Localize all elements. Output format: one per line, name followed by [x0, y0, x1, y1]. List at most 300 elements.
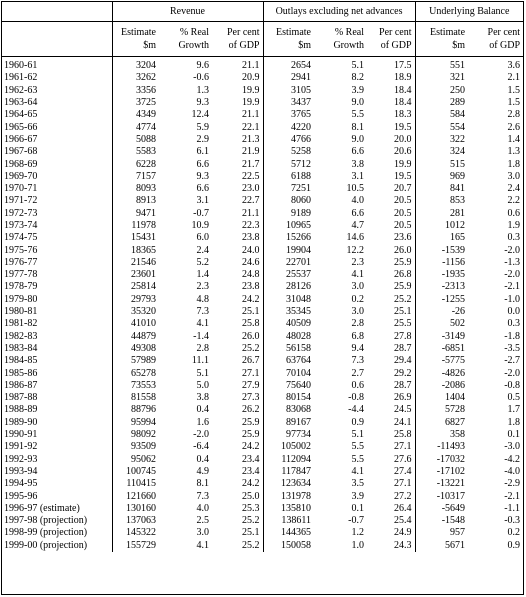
outlays-gdp-cell: 27.1 [394, 478, 412, 490]
outlays-growth-cell: 3.1 [351, 170, 364, 182]
outlays-gdp-cell: 17.5 [394, 60, 412, 72]
balance-estimate-cell: -1156 [415, 257, 468, 269]
table-row [2, 429, 523, 441]
outlays-gdp-cell: 27.4 [394, 465, 412, 477]
outlays-estimate-cell: 144365 [263, 527, 314, 539]
revenue-estimate-cell: 130160 [112, 503, 159, 515]
revenue-gdp-header-line: Per cent [227, 27, 260, 38]
outlays-estimate-cell: 63764 [263, 355, 314, 367]
revenue-gdp-cell: 25.3 [242, 502, 260, 514]
outlays-growth-cell: 7.3 [351, 355, 364, 367]
revenue-growth-cell: 3.0 [196, 527, 209, 539]
year-cell: 1970-71 [4, 183, 38, 195]
year-cell: 1994-95 [4, 478, 38, 490]
table-row [2, 232, 523, 244]
revenue-growth-cell: -1.4 [193, 330, 209, 342]
year-cell: 1980-81 [4, 306, 38, 318]
outlays-gdp-cell: 19.5 [394, 170, 412, 182]
revenue-gdp-cell: 22.7 [242, 195, 260, 207]
balance-gdp-cell: 1.8 [507, 158, 521, 170]
balance-gdp-cell: 2.2 [507, 195, 521, 207]
table-row [2, 220, 523, 232]
revenue-growth-cell: 6.0 [196, 232, 209, 244]
outlays-gdp-cell: 28.7 [394, 379, 412, 391]
table-row [2, 183, 523, 195]
revenue-estimate-cell: 3204 [112, 57, 159, 73]
revenue-estimate-cell: 15431 [112, 232, 159, 244]
year-cell: 1964-65 [4, 109, 38, 121]
balance-estimate-cell: 584 [415, 109, 468, 121]
revenue-growth-cell: 0.4 [196, 453, 209, 465]
outlays-growth-cell: 8.1 [351, 121, 364, 133]
revenue-gdp-cell: 24.2 [242, 293, 260, 305]
outlays-estimate-cell: 117847 [263, 466, 314, 478]
budget-aggregates-table [2, 2, 523, 552]
balance-estimate-cell: 515 [415, 158, 468, 170]
outlays-estimate-cell: 89167 [263, 417, 314, 429]
table-row [2, 294, 523, 306]
outlays-estimate-cell: 131978 [263, 490, 314, 502]
outlays-gdp-cell: 27.2 [394, 490, 412, 502]
balance-gdp-cell: -2.9 [504, 478, 521, 490]
outlays-estimate-cell: 75640 [263, 380, 314, 392]
revenue-gdp-cell: 25.2 [242, 539, 260, 551]
balance-gdp-cell: 3.6 [507, 60, 521, 72]
balance-gdp-cell: -3.5 [504, 342, 521, 354]
year-cell: 1965-66 [4, 121, 38, 133]
outlays-growth-cell: 4.7 [351, 220, 364, 231]
outlays-estimate-cell: 2654 [263, 57, 314, 73]
revenue-estimate-cell: 5583 [112, 146, 159, 158]
revenue-gdp-cell: 24.2 [242, 441, 260, 453]
balance-gdp-cell: 1.8 [507, 416, 521, 428]
revenue-estimate-cell: 5088 [112, 134, 159, 146]
revenue-estimate-cell: 3356 [112, 85, 159, 97]
table-row [2, 380, 523, 392]
revenue-gdp-cell: 25.9 [242, 429, 260, 441]
revenue-gdp-cell: 26.0 [242, 330, 260, 342]
balance-gdp-cell: 1.7 [507, 404, 521, 416]
revenue-estimate-cell: 145322 [112, 527, 159, 539]
revenue-gdp-cell: 22.1 [242, 121, 260, 133]
outlays-group-header: Outlays excluding net advances [263, 2, 415, 22]
outlays-gdp-cell: 25.9 [394, 281, 412, 293]
balance-estimate-cell: -4826 [415, 367, 468, 379]
table-row [2, 269, 523, 281]
table-row [2, 109, 523, 121]
outlays-gdp-cell: 29.2 [394, 367, 412, 379]
outlays-growth-cell: 9.4 [351, 342, 364, 354]
outlays-estimate-cell: 35345 [263, 306, 314, 318]
revenue-estimate-cell: 57989 [112, 355, 159, 367]
outlays-gdp-cell: 24.9 [394, 527, 412, 539]
balance-gdp-cell: -1.8 [504, 330, 521, 342]
balance-estimate-cell: -3149 [415, 331, 468, 343]
revenue-gdp-cell: 27.1 [242, 367, 260, 379]
outlays-gdp-cell: 27.1 [394, 441, 412, 453]
outlays-growth-header-line: % Real [334, 27, 364, 38]
revenue-estimate-cell: 6228 [112, 158, 159, 170]
year-cell: 1972-73 [4, 207, 38, 219]
outlays-gdp-cell: 29.4 [394, 355, 412, 367]
revenue-growth-cell: 5.1 [196, 367, 209, 379]
outlays-growth-header-line: Growth [333, 40, 364, 51]
outlays-estimate-cell: 138611 [263, 515, 314, 527]
year-cell: 1997-98 (projection) [4, 515, 88, 527]
balance-gdp-cell: 2.8 [507, 109, 521, 121]
balance-estimate-cell: 289 [415, 97, 468, 109]
balance-estimate-cell: 969 [415, 171, 468, 183]
revenue-growth-cell: 2.4 [196, 244, 209, 256]
revenue-gdp-cell: 20.9 [242, 72, 260, 84]
revenue-gdp-cell: 19.9 [242, 97, 260, 109]
outlays-estimate-cell: 31048 [263, 294, 314, 306]
outlays-growth-cell: 6.6 [351, 146, 364, 158]
table-row [2, 244, 523, 256]
outlays-growth-cell: 10.5 [346, 183, 364, 195]
outlays-estimate-header-line: $m [298, 40, 311, 51]
revenue-growth-cell: 4.8 [196, 293, 209, 305]
revenue-gdp-cell: 22.5 [242, 170, 260, 182]
revenue-estimate-cell: 18365 [112, 244, 159, 256]
sub-header-row [2, 22, 523, 57]
revenue-gdp-cell: 25.1 [242, 306, 260, 318]
balance-gdp-cell: 2.4 [507, 183, 521, 195]
outlays-gdp-cell: 19.9 [394, 158, 412, 170]
outlays-growth-cell: 3.9 [351, 490, 364, 502]
balance-gdp-cell: -0.3 [504, 515, 521, 527]
balance-estimate-cell: 554 [415, 121, 468, 133]
balance-estimate-cell: 5671 [415, 540, 468, 552]
revenue-growth-cell: -0.6 [193, 72, 209, 84]
year-cell: 1962-63 [4, 84, 38, 96]
outlays-growth-cell: 0.1 [351, 502, 364, 514]
year-cell: 1986-87 [4, 379, 38, 391]
outlays-estimate-cell: 3437 [263, 97, 314, 109]
revenue-gdp-cell: 21.9 [242, 146, 260, 158]
balance-gdp-cell: -1.3 [504, 256, 521, 268]
outlays-estimate-cell: 3765 [263, 109, 314, 121]
outlays-gdp-cell: 20.6 [394, 146, 412, 158]
outlays-estimate-cell: 15266 [263, 232, 314, 244]
table-row [2, 281, 523, 293]
outlays-growth-cell: 5.5 [351, 109, 364, 121]
outlays-gdp-cell: 26.8 [394, 269, 412, 281]
balance-gdp-cell: -4.2 [504, 453, 521, 465]
revenue-gdp-cell: 19.9 [242, 84, 260, 96]
outlays-estimate-cell: 135810 [263, 503, 314, 515]
outlays-gdp-cell: 23.6 [394, 232, 412, 244]
balance-gdp-cell: -1.0 [504, 293, 521, 305]
outlays-growth-cell: 5.1 [351, 429, 364, 441]
outlays-growth-cell: 1.0 [351, 539, 364, 551]
table-row [2, 355, 523, 367]
outlays-growth-cell: 14.6 [346, 232, 364, 244]
table-row [2, 146, 523, 158]
revenue-gdp-cell: 23.4 [242, 465, 260, 477]
outlays-estimate-cell: 5712 [263, 158, 314, 170]
revenue-gdp-cell: 25.8 [242, 318, 260, 330]
outlays-estimate-cell: 40509 [263, 318, 314, 330]
outlays-estimate-cell: 4220 [263, 121, 314, 133]
revenue-growth-cell: 5.2 [196, 256, 209, 268]
revenue-estimate-cell: 110415 [112, 478, 159, 490]
balance-gdp-cell: -2.7 [504, 355, 521, 367]
outlays-gdp-cell: 20.5 [394, 207, 412, 219]
outlays-gdp-header-line: of GDP [380, 40, 412, 51]
balance-gdp-cell: -4.0 [504, 465, 521, 477]
revenue-growth-cell: 12.4 [191, 109, 209, 121]
revenue-gdp-cell: 27.3 [242, 392, 260, 404]
revenue-estimate-cell: 7157 [112, 171, 159, 183]
outlays-growth-cell: -0.8 [348, 392, 364, 404]
revenue-gdp-cell: 23.4 [242, 453, 260, 465]
outlays-gdp-cell: 26.4 [394, 502, 412, 514]
outlays-growth-cell: -0.7 [348, 515, 364, 527]
revenue-growth-cell: 9.6 [196, 60, 209, 72]
outlays-growth-cell: 0.6 [351, 379, 364, 391]
revenue-gdp-cell: 21.1 [242, 60, 260, 72]
year-cell: 1995-96 [4, 490, 38, 502]
revenue-estimate-header-line: Estimate [121, 27, 156, 38]
outlays-gdp-cell: 18.3 [394, 109, 412, 121]
outlays-estimate-cell: 19904 [263, 244, 314, 256]
outlays-gdp-cell: 19.5 [394, 121, 412, 133]
table-row [2, 404, 523, 416]
year-cell: 1966-67 [4, 133, 38, 145]
revenue-growth-header-line: Growth [178, 40, 209, 51]
balance-estimate-cell: 841 [415, 183, 468, 195]
revenue-estimate-cell: 23601 [112, 269, 159, 281]
table-row [2, 466, 523, 478]
outlays-estimate-cell: 3105 [263, 85, 314, 97]
outlays-gdp-cell: 18.4 [394, 97, 412, 109]
balance-estimate-cell: -13221 [415, 478, 468, 490]
revenue-growth-cell: 5.9 [196, 121, 209, 133]
outlays-growth-cell: 2.8 [351, 318, 364, 330]
outlays-gdp-cell: 24.3 [394, 539, 412, 551]
balance-gdp-cell: -0.8 [504, 379, 521, 391]
outlays-estimate-cell: 2941 [263, 72, 314, 84]
year-cell: 1975-76 [4, 244, 38, 256]
balance-estimate-header-line: $m [452, 40, 466, 51]
revenue-estimate-cell: 100745 [112, 466, 159, 478]
outlays-estimate-cell: 10965 [263, 220, 314, 232]
balance-estimate-cell: 250 [415, 85, 468, 97]
balance-estimate-cell: 324 [415, 146, 468, 158]
outlays-estimate-header-line: Estimate [276, 27, 311, 38]
revenue-growth-cell: 2.5 [196, 515, 209, 527]
balance-estimate-cell: -11493 [415, 441, 468, 453]
revenue-growth-cell: 8.1 [196, 478, 209, 490]
balance-estimate-cell: -26 [415, 306, 468, 318]
outlays-estimate-cell: 123634 [263, 478, 314, 490]
outlays-growth-cell: 0.9 [351, 416, 364, 428]
revenue-gdp-cell: 21.1 [242, 109, 260, 121]
year-cell: 1978-79 [4, 281, 38, 293]
revenue-growth-cell: 0.4 [196, 404, 209, 416]
revenue-growth-cell: -0.7 [193, 207, 209, 219]
outlays-growth-cell: 3.0 [351, 281, 364, 293]
balance-gdp-cell: -2.0 [504, 244, 521, 256]
revenue-estimate-cell: 65278 [112, 367, 159, 379]
balance-estimate-cell: -1935 [415, 269, 468, 281]
revenue-estimate-header [112, 22, 159, 57]
outlays-estimate-cell: 48028 [263, 331, 314, 343]
revenue-gdp-cell: 23.8 [242, 281, 260, 293]
balance-estimate-cell: -17032 [415, 454, 468, 466]
revenue-growth-cell: 6.6 [196, 183, 209, 195]
year-cell: 1971-72 [4, 195, 38, 207]
balance-estimate-cell: 165 [415, 232, 468, 244]
table-row [2, 121, 523, 133]
revenue-growth-cell: 11.1 [191, 355, 209, 367]
revenue-growth-cell: 4.1 [196, 539, 209, 551]
revenue-gdp-cell: 25.2 [242, 515, 260, 527]
year-cell: 1963-64 [4, 97, 38, 109]
balance-estimate-cell: 358 [415, 429, 468, 441]
revenue-growth-header-line: % Real [179, 27, 209, 38]
revenue-gdp-cell: 24.6 [242, 256, 260, 268]
year-cell: 1968-69 [4, 158, 38, 170]
revenue-growth-cell: 7.3 [196, 490, 209, 502]
revenue-gdp-cell: 22.3 [242, 220, 260, 231]
revenue-estimate-header-line: $m [143, 40, 156, 51]
balance-estimate-cell: 322 [415, 134, 468, 146]
revenue-estimate-cell: 49308 [112, 343, 159, 355]
outlays-estimate-cell: 28126 [263, 281, 314, 293]
outlays-gdp-cell: 18.4 [394, 84, 412, 96]
balance-estimate-cell: 5728 [415, 404, 468, 416]
revenue-estimate-cell: 3262 [112, 72, 159, 84]
balance-gdp-cell: 0.5 [507, 392, 521, 404]
table-row [2, 171, 523, 183]
outlays-estimate-header [263, 22, 314, 57]
balance-gdp-header-line: Per cent [487, 27, 521, 38]
revenue-gdp-cell: 23.8 [242, 232, 260, 244]
revenue-growth-cell: 3.1 [196, 195, 209, 207]
revenue-estimate-cell: 4774 [112, 121, 159, 133]
revenue-gdp-cell: 26.7 [242, 355, 260, 367]
balance-estimate-header-line: Estimate [430, 27, 466, 38]
outlays-estimate-cell: 97734 [263, 429, 314, 441]
outlays-gdp-cell: 20.0 [394, 133, 412, 145]
balance-estimate-cell: -2086 [415, 380, 468, 392]
balance-estimate-cell: -6851 [415, 343, 468, 355]
revenue-estimate-cell: 41010 [112, 318, 159, 330]
outlays-gdp-cell: 26.0 [394, 244, 412, 256]
revenue-growth-cell: 1.3 [196, 84, 209, 96]
outlays-growth-cell: 0.2 [351, 293, 364, 305]
revenue-estimate-cell: 9471 [112, 208, 159, 220]
revenue-estimate-cell: 8093 [112, 183, 159, 195]
outlays-gdp-cell: 25.9 [394, 256, 412, 268]
outlays-growth-header [314, 22, 367, 57]
outlays-estimate-cell: 7251 [263, 183, 314, 195]
balance-estimate-cell: 551 [415, 57, 468, 73]
table-row [2, 72, 523, 84]
outlays-gdp-cell: 27.6 [394, 453, 412, 465]
revenue-growth-header [159, 22, 212, 57]
outlays-gdp-cell: 20.7 [394, 183, 412, 195]
balance-gdp-cell: 0.1 [507, 429, 521, 441]
year-cell: 1976-77 [4, 256, 38, 268]
balance-estimate-cell: -17102 [415, 466, 468, 478]
table-row [2, 540, 523, 552]
balance-gdp-cell: 0.3 [507, 232, 521, 244]
year-cell: 1999-00 (projection) [4, 539, 88, 551]
revenue-gdp-cell: 21.7 [242, 158, 260, 170]
balance-gdp-cell: -1.1 [504, 502, 521, 514]
balance-gdp-cell: 0.0 [507, 306, 521, 318]
revenue-estimate-cell: 98092 [112, 429, 159, 441]
revenue-estimate-cell: 73553 [112, 380, 159, 392]
table-row [2, 515, 523, 527]
balance-gdp-cell: 2.6 [507, 121, 521, 133]
year-cell: 1998-99 (projection) [4, 527, 88, 539]
outlays-growth-cell: 9.0 [351, 97, 364, 109]
year-cell: 1969-70 [4, 170, 38, 182]
outlays-growth-cell: 5.5 [351, 453, 364, 465]
revenue-estimate-cell: 35320 [112, 306, 159, 318]
revenue-growth-cell: 6.1 [196, 146, 209, 158]
outlays-gdp-cell: 25.8 [394, 429, 412, 441]
outlays-gdp-cell: 26.9 [394, 392, 412, 404]
revenue-growth-cell: 9.3 [196, 170, 209, 182]
revenue-growth-cell: 10.9 [191, 220, 209, 231]
year-cell: 1987-88 [4, 392, 38, 404]
revenue-growth-cell: 2.8 [196, 342, 209, 354]
revenue-gdp-cell: 25.1 [242, 527, 260, 539]
table-row [2, 490, 523, 502]
revenue-group-header: Revenue [112, 2, 263, 22]
revenue-growth-cell: 6.6 [196, 158, 209, 170]
revenue-estimate-cell: 137063 [112, 515, 159, 527]
balance-estimate-cell: 6827 [415, 417, 468, 429]
revenue-gdp-cell: 25.0 [242, 490, 260, 502]
outlays-gdp-cell: 24.5 [394, 404, 412, 416]
revenue-growth-cell: 5.0 [196, 379, 209, 391]
table-row [2, 392, 523, 404]
revenue-growth-cell: 2.9 [196, 133, 209, 145]
year-cell: 1960-61 [4, 60, 38, 72]
outlays-growth-cell: 4.1 [351, 465, 364, 477]
revenue-estimate-cell: 11978 [112, 220, 159, 232]
table-row [2, 367, 523, 379]
balance-gdp-cell: -2.1 [504, 490, 521, 502]
outlays-growth-cell: 12.2 [346, 244, 364, 256]
table-body [2, 57, 523, 552]
outlays-gdp-cell: 25.5 [394, 318, 412, 330]
outlays-estimate-cell: 105002 [263, 441, 314, 453]
balance-gdp-cell: 0.2 [507, 527, 521, 539]
balance-gdp-cell: 2.1 [507, 72, 521, 84]
balance-estimate-cell: -5775 [415, 355, 468, 367]
outlays-growth-cell: 1.2 [351, 527, 364, 539]
year-cell: 1981-82 [4, 318, 38, 330]
balance-estimate-cell: -2313 [415, 281, 468, 293]
balance-gdp-cell: 1.9 [507, 220, 521, 231]
table-row [2, 306, 523, 318]
year-cell: 1991-92 [4, 441, 38, 453]
revenue-growth-cell: 4.9 [196, 465, 209, 477]
revenue-gdp-cell: 21.1 [242, 207, 260, 219]
outlays-growth-cell: 4.1 [351, 269, 364, 281]
balance-estimate-cell: -1539 [415, 244, 468, 256]
outlays-growth-cell: 3.8 [351, 158, 364, 170]
year-cell: 1984-85 [4, 355, 38, 367]
balance-gdp-cell: -3.0 [504, 441, 521, 453]
